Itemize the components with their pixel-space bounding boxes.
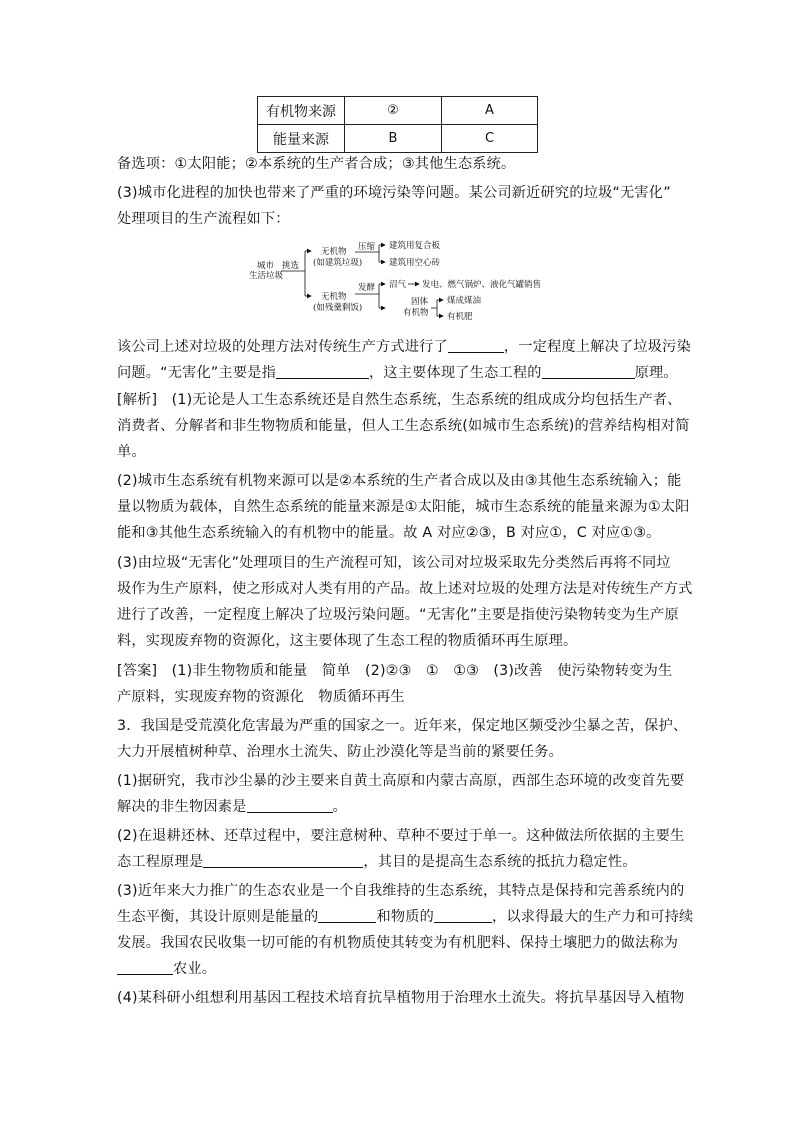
flow-organic: 有机物 [403, 308, 429, 318]
analysis-line: 圾作为生产原料，使之形成对人类有用的产品。故上述对垃圾的处理方法是对传统生产方式 [117, 581, 693, 597]
flow-source-line-1: 城市 [257, 261, 275, 271]
source-table [257, 96, 538, 153]
table-cell: 能量来源 [258, 125, 345, 153]
question-line: 大力开展植树种草、治理水土流失、防止沙漠化等是当前的紧要任务。 [117, 744, 564, 760]
answer-line: 产原料，实现废弃物的资源化 物质循环再生 [117, 689, 405, 705]
question-3-line-1: (3)城市化进程的加快也带来了严重的环境污染等问题。某公司新近研究的垃圾“无害化” [117, 185, 671, 201]
question-line: 发展。我国农民收集一切可能的有机物质使其转变为有机肥料、保持土壤肥力的做法称为 [117, 935, 679, 951]
flow-output-brick: 建筑用空心砖 [389, 258, 441, 268]
answer-blank [276, 364, 369, 379]
table-row [258, 97, 538, 125]
fill-line-2: 问题。“无害化”主要是指 ，这主要体现了生态工程的 原理。 [117, 365, 678, 381]
question-line: (2)在退耕还林、还草过程中，要注意树种、草种不要过于单一。这种做法所依据的主要生 [117, 828, 685, 844]
analysis-line: 能和③其他生态系统输入的有机物中的能量。故 A 对应②③，B 对应①，C 对应①③。 [117, 525, 661, 541]
analysis-line: 进行了改善，一定程度上解决了垃圾污染问题。“无害化”主要是指使污染物转变为生产原 [117, 607, 679, 623]
answer-line: [答案] (1)非生物物质和能量 简单 (2)②③ ① ①③ (3)改善 使污染物转变为生 [117, 663, 673, 679]
analysis-line: (2)城市生态系统有机物来源可以是②本系统的生产者合成以及由③其他生态系统输入；能 [117, 473, 682, 489]
question-line: 生态平衡，其设计原则是能量的 和物质的 ，以求得最大的生产力和可持续 [117, 909, 694, 925]
flow-inorganic-a: 无机物 [321, 247, 347, 257]
analysis-line: (3)由垃圾“无害化”处理项目的生产流程可知，该公司对垃圾采取先分类然后再将不同垃 [117, 555, 671, 571]
options-line: 备选项：①太阳能；②本系统的生产者合成；③其他生态系统。 [117, 156, 516, 172]
flow-solid: 固体 [411, 297, 429, 307]
process-flow-diagram [245, 238, 565, 326]
question-line: 3．我国是受荒漠化危害最为严重的国家之一。近年来，保定地区频受沙尘暴之苦，保护、 [117, 718, 688, 734]
flow-inorganic-a-note: (如建筑垃圾) [313, 258, 363, 268]
flow-source-line-2: 生活垃圾 [249, 271, 284, 281]
question-line: (4)某科研小组想利用基因工程技术培育抗旱植物用于治理水土流失。将抗旱基因导入植物 [117, 990, 685, 1006]
table-row [258, 125, 538, 153]
table-cell: B [345, 125, 442, 153]
flow-biogas: 沼气 [389, 280, 407, 290]
flow-pick-label: 挑选 [282, 261, 300, 271]
flow-output-coal: 煤成煤油 [447, 296, 482, 306]
question-3-line-2: 处理项目的生产流程如下： [117, 211, 290, 227]
question-line: 解决的非生物因素是 。 [117, 799, 347, 815]
question-line: (1)据研究，我市沙尘暴的沙主要来自黄土高原和内蒙古高原，西部生态环境的改变首先要 [117, 773, 685, 789]
flow-output-fertilizer: 有机肥 [447, 312, 473, 322]
question-line: 态工程原理是 ，其目的是提高生态系统的抵抗力稳定性。 [117, 854, 637, 870]
flow-inorganic-b: 无机物 [321, 292, 347, 302]
flow-output-board: 建筑用复合板 [389, 241, 441, 251]
table-cell: 有机物来源 [258, 97, 345, 125]
table-cell: A [442, 97, 538, 125]
flow-ferment-label: 发酵 [358, 283, 376, 293]
table-cell: ② [345, 97, 442, 125]
fill-line-1: 该公司上述对垃圾的处理方法对传统生产方式进行了 ，一定程度上解决了垃圾污染 [117, 339, 691, 355]
analysis-line: 单。 [117, 444, 146, 460]
answer-blank [203, 853, 363, 868]
analysis-line: 量以物质为载体，自然生态系统的能量来源是①太阳能，城市生态系统的能量来源为①太阳 [117, 499, 690, 515]
flow-compress-label: 压缩 [358, 242, 376, 252]
answer-blank [318, 908, 376, 923]
answer-blank [117, 960, 173, 975]
answer-blank [448, 338, 504, 353]
flow-biogas-uses: 发电、燃气锅炉、液化气罐销售 [422, 280, 542, 290]
question-line: 农业。 [117, 958, 216, 978]
answer-blank [434, 908, 492, 923]
analysis-line: [解析] (1)无论是人工生态系统还是自然生态系统，生态系统的组成成分均包括生产者、 [117, 392, 682, 408]
flow-inorganic-b-note: (如残羹剩饭) [313, 303, 363, 313]
analysis-line: 料，实现废弃物的资源化，这主要体现了生态工程的物质循环再生原理。 [117, 633, 578, 649]
answer-blank [542, 364, 635, 379]
table-cell: C [442, 125, 538, 153]
analysis-line: 消费者、分解者和非生物物质和能量，但人工生态系统(如城市生态系统)的营养结构相对简 [117, 418, 690, 434]
answer-blank [247, 798, 333, 813]
question-line: (3)近年来大力推广的生态农业是一个自我维持的生态系统，其特点是保持和完善系统内的 [117, 883, 685, 899]
